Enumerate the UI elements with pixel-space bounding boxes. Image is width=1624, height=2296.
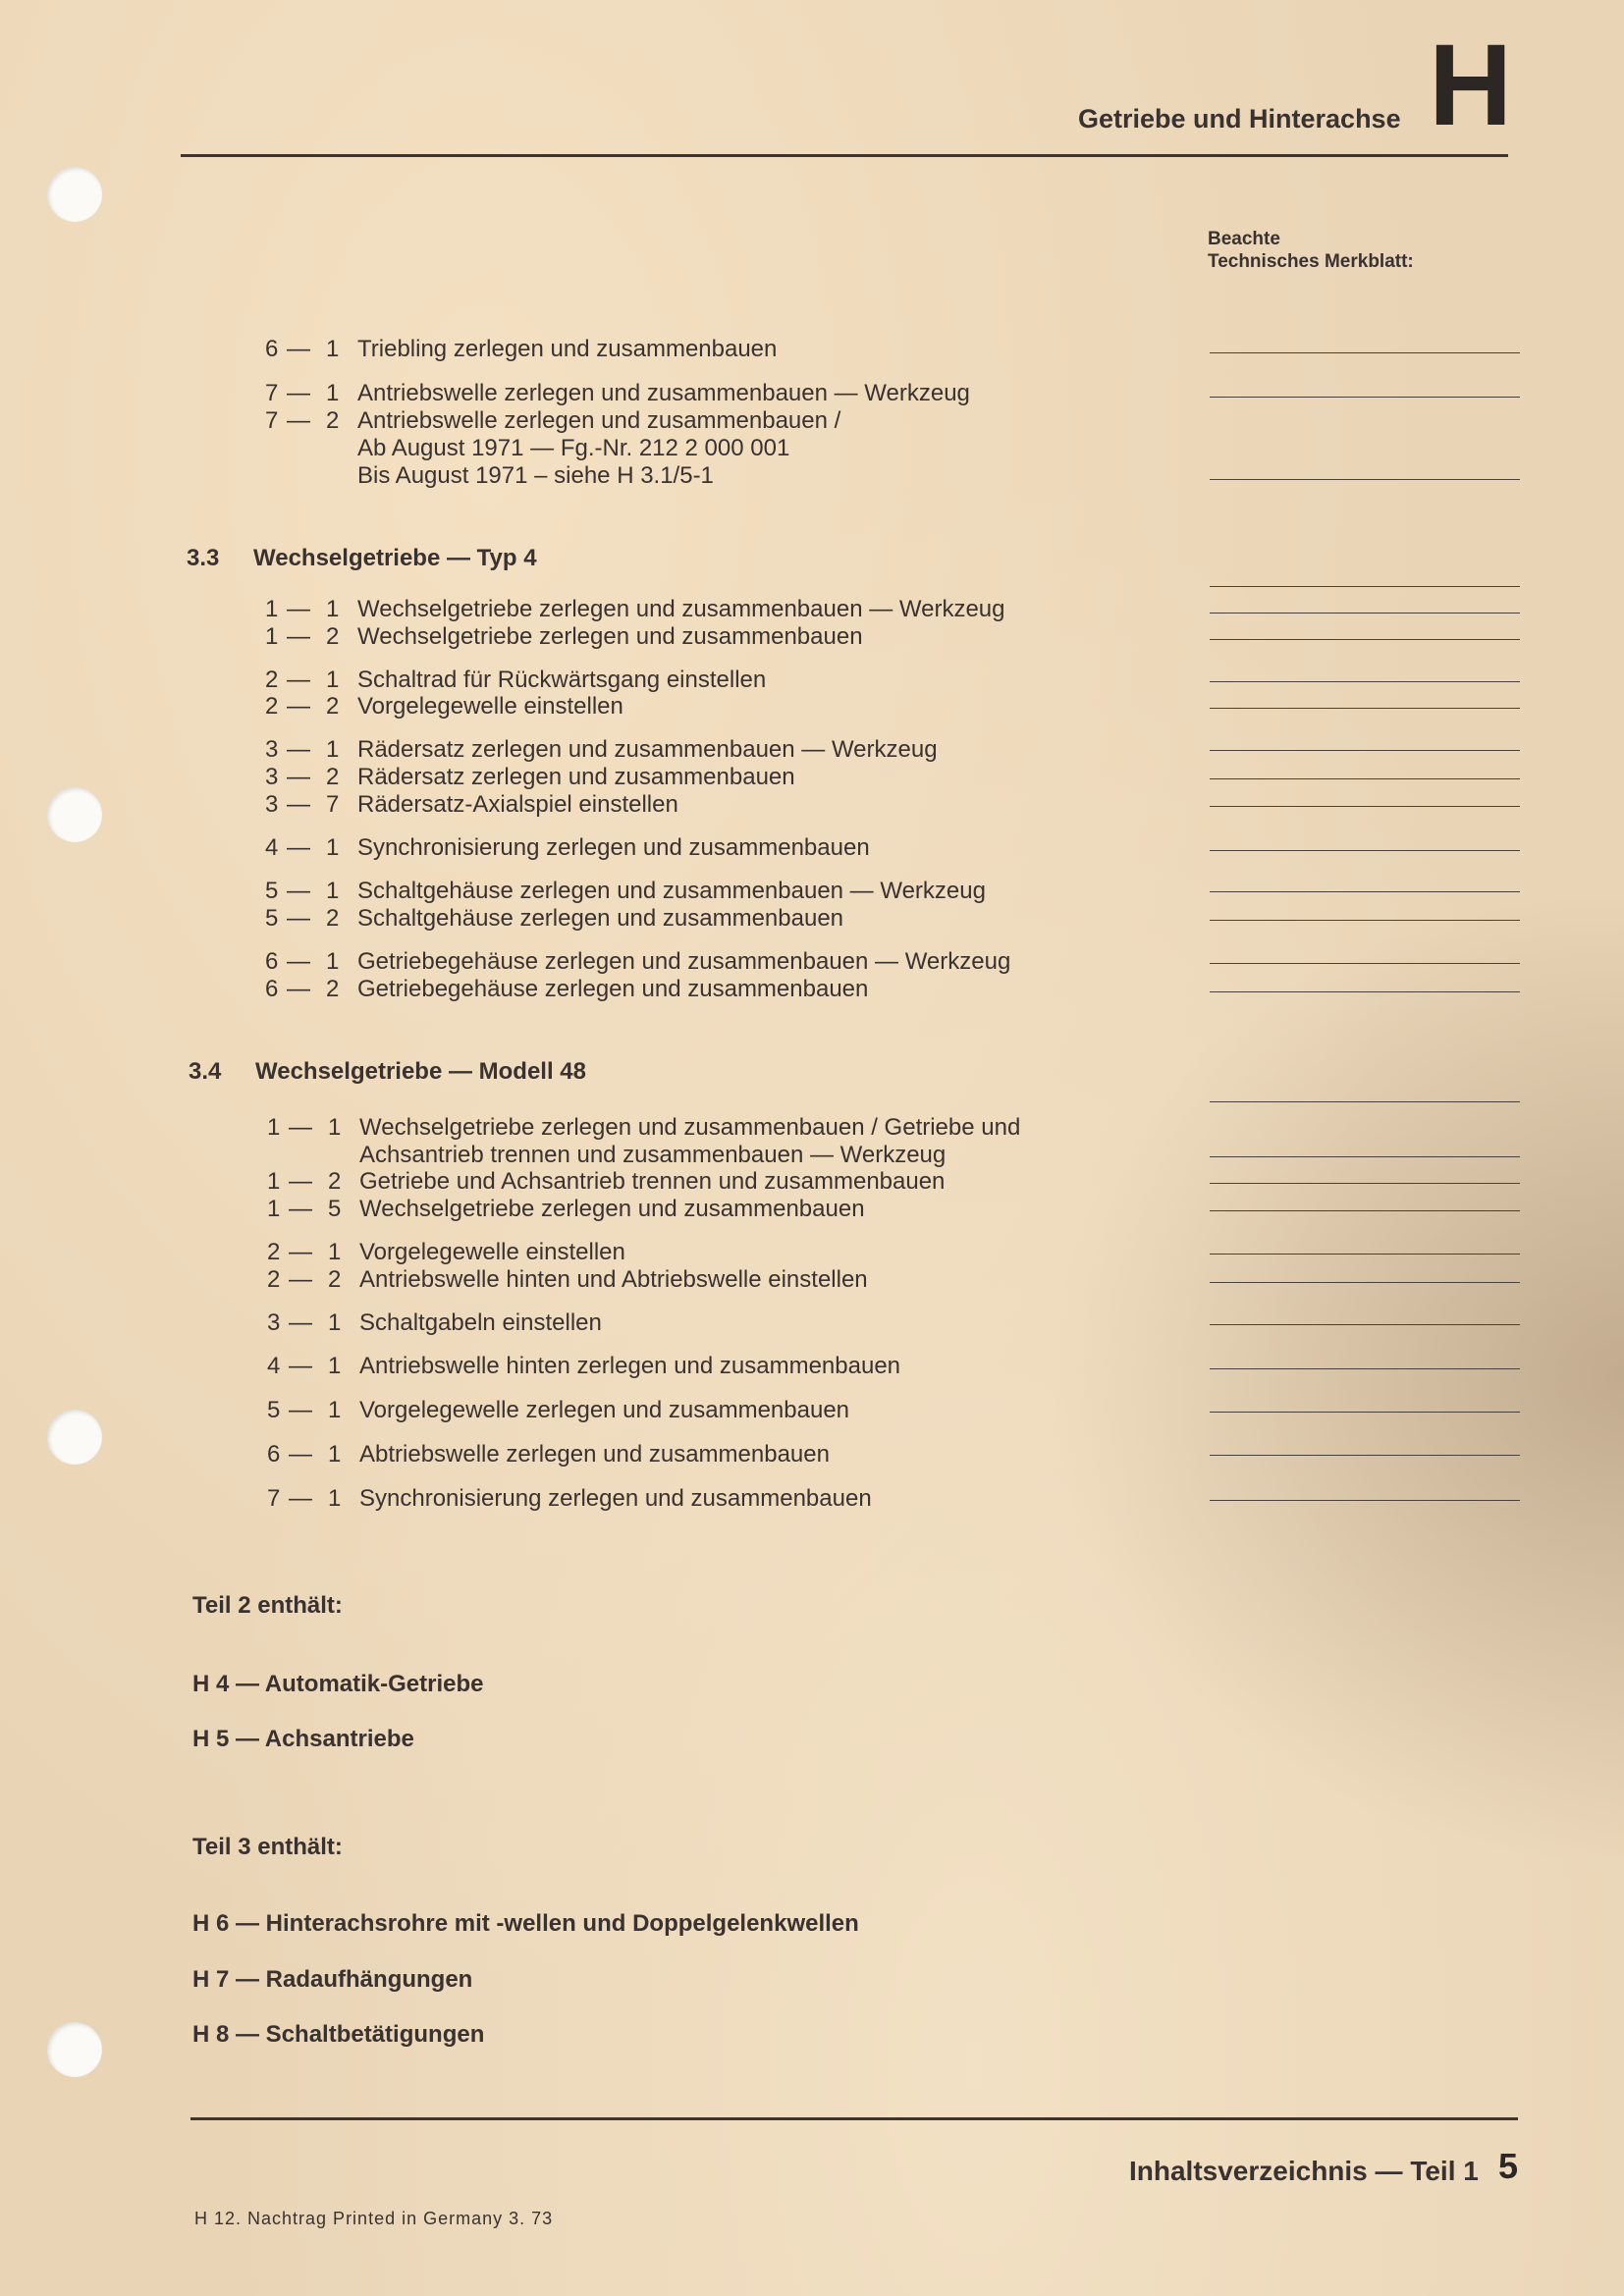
toc-row-text: Synchronisierung zerlegen und zusammenbauen [359,1485,872,1512]
punch-hole-2 [47,787,102,842]
note-label [1208,228,1414,273]
note-blank-line [1210,778,1520,779]
footer-title: Inhaltsverzeichnis — Teil 1 [1129,2156,1479,2186]
toc-row-text: Triebling zerlegen und zusammenbauen [357,336,778,362]
note-blank-line [1210,1156,1520,1157]
punch-hole-1 [47,167,102,222]
teil-2-item: H 5 — Achsantriebe [192,1726,414,1752]
note-blank-line [1210,991,1520,992]
toc-row-text: Wechselgetriebe zerlegen und zusammenbauen — Werkzeug [357,596,1005,622]
note-blank-line [1210,397,1520,398]
page-number: 5 [1498,2146,1519,2186]
note-blank-line [1210,891,1520,892]
note-blank-line [1210,1412,1520,1413]
toc-row-text: Schaltgehäuse zerlegen und zusammenbauen — Werkzeug [357,878,986,904]
teil-3-item: H 8 — Schaltbetätigungen [192,2021,485,2048]
teil-3-heading: Teil 3 enthält: [192,1834,343,1860]
note-blank-line [1210,1282,1520,1283]
toc-row-text: Schaltrad für Rückwärtsgang einstellen [357,667,767,693]
note-blank-line [1210,1500,1520,1501]
toc-row-text: Rädersatz-Axialspiel einstellen [357,791,678,818]
toc-row-text: Wechselgetriebe zerlegen und zusammenbauen [357,623,863,650]
note-blank-line [1210,681,1520,682]
toc-row-text: Vorgelegewelle einstellen [359,1239,625,1265]
note-blank-line [1210,850,1520,851]
teil-2-heading: Teil 2 enthält: [192,1592,343,1619]
teil-3-item: H 7 — Radaufhängungen [192,1966,473,1993]
toc-row-text: Wechselgetriebe zerlegen und zusammenbauen / Getriebe und [359,1114,1021,1141]
toc-row-text: Getriebe und Achsantrieb trennen und zusammenbauen [359,1168,946,1195]
note-blank-line [1210,750,1520,751]
punch-hole-4 [47,2022,102,2077]
toc-row-text: Bis August 1971 – siehe H 3.1/5-1 [357,462,714,489]
print-note: H 12. Nachtrag Printed in Germany 3. 73 [194,2209,554,2228]
toc-row-text: Synchronisierung zerlegen und zusammenbauen [357,834,870,861]
header-rule [181,154,1508,157]
note-blank-line [1210,1210,1520,1211]
toc-row-text: Achsantrieb trennen und zusammenbauen — Werkzeug [359,1142,947,1168]
toc-row-text: Antriebswelle hinten zerlegen und zusammenbauen [359,1353,901,1379]
toc-row-text: Vorgelegewelle einstellen [357,693,623,720]
header-title: Getriebe und Hinterachse [1078,104,1401,133]
footer-rule [190,2117,1518,2120]
toc-row-text: Antriebswelle zerlegen und zusammenbauen — Werkzeug [357,380,970,406]
note-blank-line [1210,1324,1520,1325]
note-blank-line [1210,586,1520,587]
note-blank-line [1210,1101,1520,1102]
teil-3-item: H 6 — Hinterachsrohre mit -wellen und Doppelgelenkwellen [192,1910,859,1937]
toc-row-text: Schaltgehäuse zerlegen und zusammenbauen [357,905,844,932]
note-blank-line [1210,920,1520,921]
toc-row-text: Abtriebswelle zerlegen und zusammenbauen [359,1441,830,1468]
toc-row-text: Getriebegehäuse zerlegen und zusammenbauen [357,976,869,1002]
note-blank-line [1210,1455,1520,1456]
note-blank-line [1210,806,1520,807]
toc-row-text: Wechselgetriebe zerlegen und zusammenbauen [359,1196,865,1222]
note-line-1: Beachte [1208,229,1280,249]
note-blank-line [1210,352,1520,353]
toc-row-text: Getriebegehäuse zerlegen und zusammenbauen — Werkzeug [357,948,1011,975]
header-letter: H [1429,21,1513,150]
note-blank-line [1210,613,1520,614]
note-blank-line [1210,1368,1520,1369]
toc-row-text: Schaltgabeln einstellen [359,1309,602,1336]
note-blank-line [1210,1183,1520,1184]
punch-hole-3 [47,1410,102,1465]
toc-row-text: Vorgelegewelle zerlegen und zusammenbauen [359,1397,850,1423]
toc-row-text: Rädersatz zerlegen und zusammenbauen [357,764,795,790]
note-blank-line [1210,639,1520,640]
toc-row-text: Antriebswelle hinten und Abtriebswelle einstellen [359,1266,868,1293]
note-blank-line [1210,963,1520,964]
note-blank-line [1210,708,1520,709]
note-blank-line [1210,1254,1520,1255]
toc-row-text: Ab August 1971 — Fg.-Nr. 212 2 000 001 [357,435,790,461]
toc-row-text: Rädersatz zerlegen und zusammenbauen — Werkzeug [357,736,938,763]
note-blank-line [1210,479,1520,480]
teil-2-item: H 4 — Automatik-Getriebe [192,1671,484,1697]
toc-row-text: Antriebswelle zerlegen und zusammenbauen / [357,407,841,434]
note-line-2: Technisches Merkblatt: [1208,251,1414,272]
